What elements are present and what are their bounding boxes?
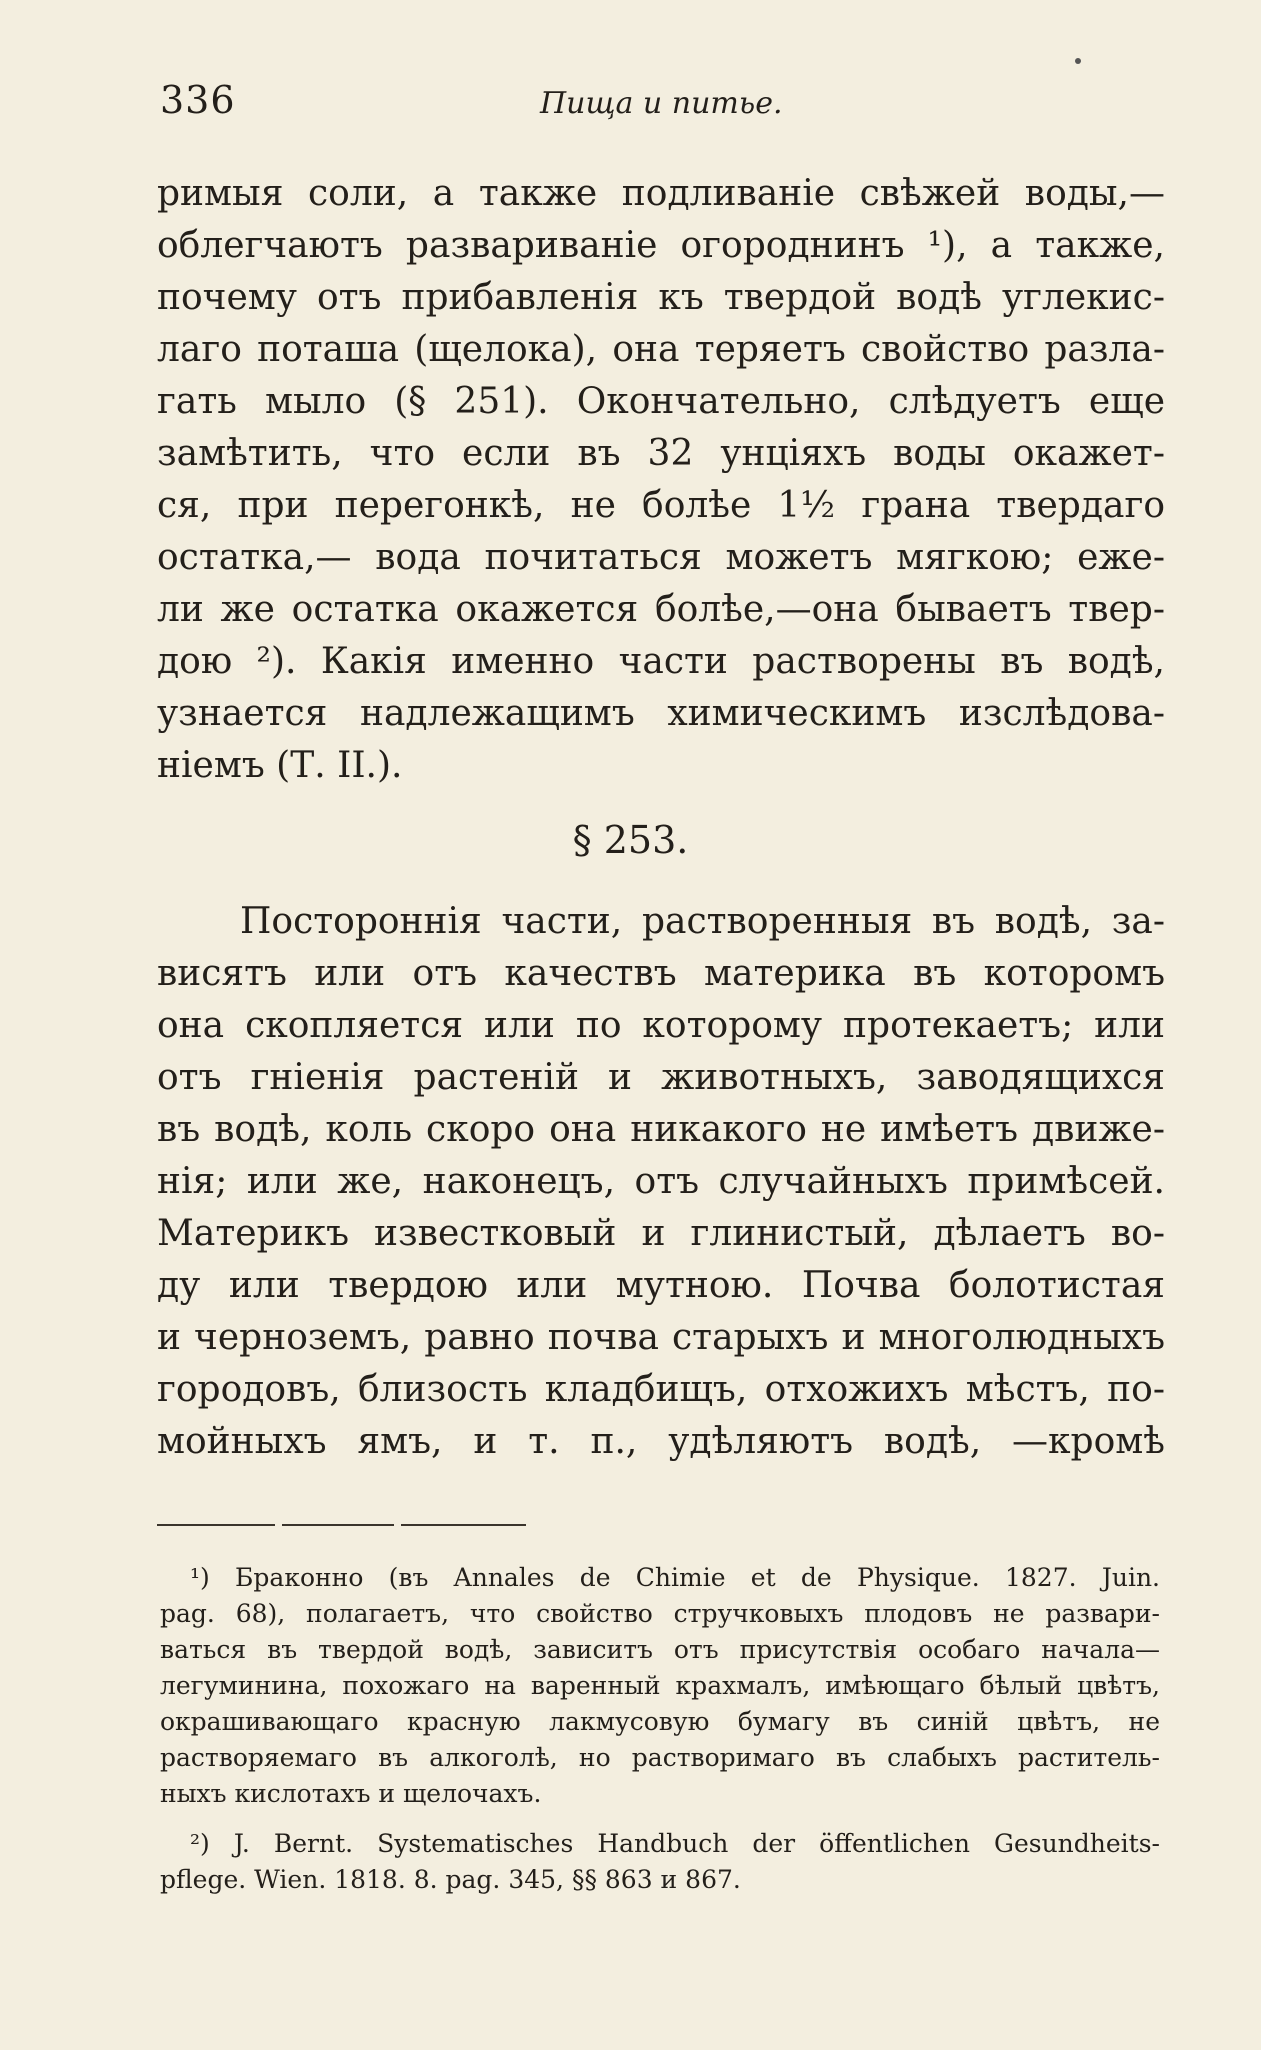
print-speck [1075,58,1081,64]
running-title: Пища и питье. [540,86,783,121]
footnote-line: растворяемаго въ алкоголѣ, но растворимаго въ слабыхъ раститель- [160,1743,1160,1772]
footnote-rule [282,1524,394,1526]
text-line: и черноземъ, равно почва старыхъ и многолюдныхъ [157,1317,1165,1358]
text-line: лаго поташа (щелока), она теряетъ свойство разла- [157,329,1165,370]
text-line: гать мыло (§ 251). Окончательно, слѣдуетъ еще [157,381,1165,422]
text-line: остатка,— вода почитаться можетъ мягкою; еже- [157,537,1165,578]
section-heading: § 253. [572,818,689,862]
text-line: въ водѣ, коль скоро она никакого не имѣетъ движе- [157,1109,1165,1150]
footnote-line: легуминина, похожаго на варенный крахмалъ, имѣющаго бѣлый цвѣтъ, [160,1671,1160,1700]
text-line: римыя соли, а также подливаніе свѣжей воды,— [157,173,1165,214]
text-line: висятъ или отъ качествъ материка въ которомъ [157,953,1165,994]
footnote-line: pflege. Wien. 1818. 8. pag. 345, §§ 863 и 867. [160,1865,741,1894]
text-line: ся, при перегонкѣ, не болѣе 1½ грана твердаго [157,485,1165,526]
page-header [160,78,1160,128]
text-line: ли же остатка окажется болѣе,—она бываетъ твер- [157,589,1165,630]
text-line: узнается надлежащимъ химическимъ изслѣдова- [157,693,1165,734]
footnote-line: ваться въ твердой водѣ, зависитъ отъ присутствія особаго начала— [160,1635,1160,1664]
text-line: облегчаютъ развариваніе огороднинъ ¹), а также, [157,225,1165,266]
footnote-line: ¹) Браконно (въ Annales de Chimie et de Physique. 1827. Juin. [190,1563,1160,1592]
text-line: нія; или же, наконецъ, отъ случайныхъ примѣсей. [157,1161,1165,1202]
footnote-rule [157,1524,275,1526]
footnote-line: pag. 68), полагаетъ, что свойство стручковыхъ плодовъ не развари- [160,1599,1160,1628]
text-line: ніемъ (Т. II.). [157,745,403,786]
text-line: почему отъ прибавленія къ твердой водѣ углекис- [157,277,1165,318]
text-line: она скопляется или по которому протекаетъ; или [157,1005,1165,1046]
text-line: городовъ, близость кладбищъ, отхожихъ мѣстъ, по- [157,1369,1165,1410]
footnote-rule [401,1524,526,1526]
page-number: 336 [160,78,236,122]
text-line: дою ²). Какія именно части растворены въ водѣ, [157,641,1165,682]
text-line: замѣтить, что если въ 32 унціяхъ воды окажет- [157,433,1165,474]
text-line: Постороннія части, растворенныя въ водѣ, за- [240,901,1165,942]
text-line: ду или твердою или мутною. Почва болотистая [157,1265,1165,1306]
text-line: Материкъ известковый и глинистый, дѣлаетъ во- [157,1213,1165,1254]
footnote-line: ныхъ кислотахъ и щелочахъ. [160,1779,542,1808]
footnote-line: окрашивающаго красную лакмусовую бумагу въ синій цвѣтъ, не [160,1707,1160,1736]
text-line: отъ гніенія растеній и животныхъ, заводящихся [157,1057,1165,1098]
text-line: мойныхъ ямъ, и т. п., удѣляютъ водѣ, —кромѣ [157,1421,1165,1462]
footnote-line: ²) J. Bernt. Systematisches Handbuch der öffentlichen Gesundheits- [190,1829,1160,1858]
